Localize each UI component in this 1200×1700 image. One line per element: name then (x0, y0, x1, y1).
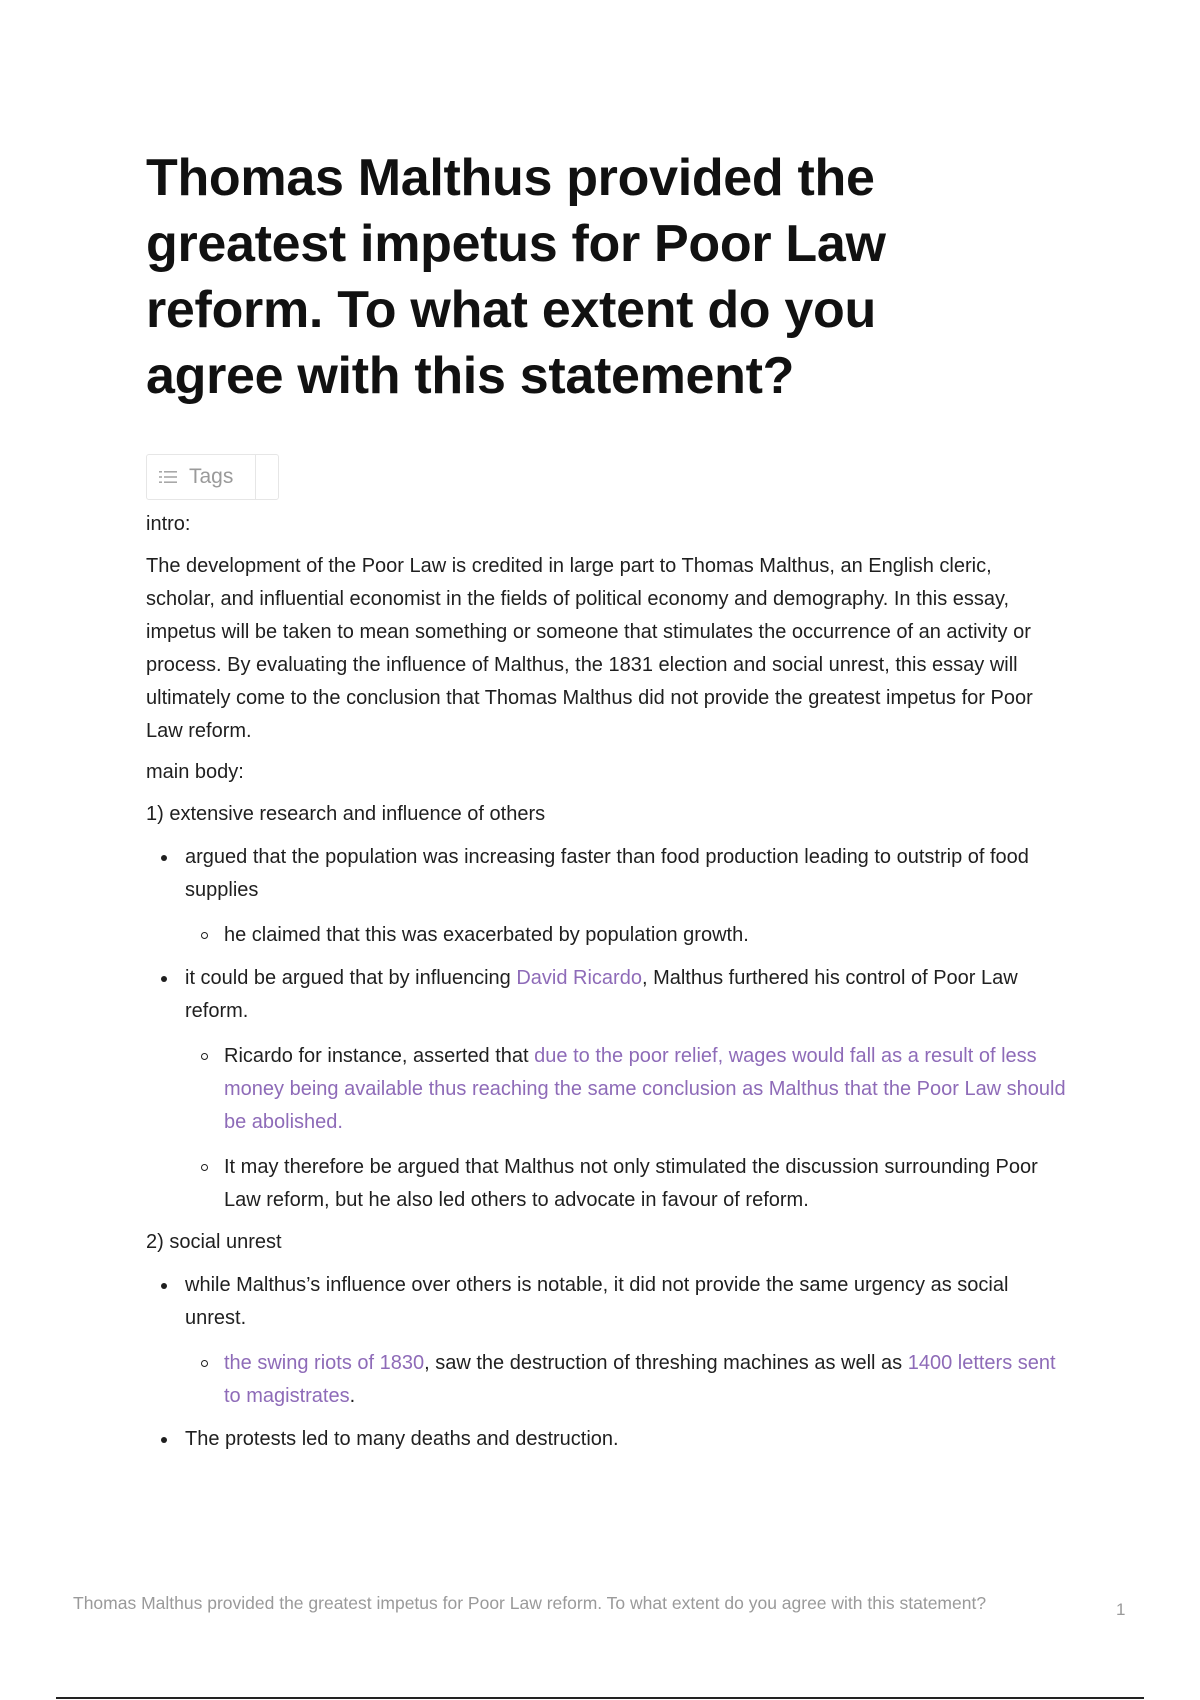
intro-paragraph: The development of the Poor Law is credited in large part to Thomas Malthus, an English cleric, scholar, and influential economist in the fields of political economy and demography. In this essay, impetus will be taken to mean something or someone that stimulates the occurrence of an activity or process. By evaluating the influence of Malthus, the 1831 election and social unrest, this essay will ultimately come to the conclusion that Thomas Malthus did not provide the greatest impetus for Poor Law reform. (146, 555, 1033, 742)
list-item-text: argued that the population was increasing faster than food production leading to outstrip of food supplies (185, 846, 1029, 901)
list-item (146, 1151, 1066, 1217)
list-item (146, 1423, 1066, 1456)
page-number: 1 (1116, 1600, 1126, 1619)
section-2-list (146, 1269, 1066, 1456)
david-ricardo-link[interactable]: David Ricardo (516, 967, 642, 989)
page-bottom-rule (56, 1697, 1144, 1699)
tags-property[interactable] (146, 454, 279, 500)
list-item-text: it could be argued that by influencing (185, 967, 517, 989)
list-item-text: The protests led to many deaths and destruction. (185, 1428, 619, 1450)
list-item-text: he claimed that this was exacerbated by population growth. (224, 924, 749, 946)
list-item-text: , Malthus furthered his control of Poor Law reform. (185, 967, 1018, 1022)
section-heading-1: 1) extensive research and influence of others (146, 803, 546, 825)
list-item-text: , saw the destruction of threshing machines as well as (424, 1352, 908, 1374)
intro-label: intro: (146, 513, 191, 535)
highlighted-text: due to the poor relief, wages would fall as a result of less money being available thus reaching the same conclusion as Malthus that the Poor Law should be abolished. (224, 1045, 1066, 1133)
list-item (146, 1269, 1066, 1335)
list-item-text: while Malthus’s influence over others is notable, it did not provide the same urgency as social unrest. (185, 1274, 1009, 1329)
section-heading-2: 2) social unrest (146, 1231, 282, 1253)
list-item (146, 1347, 1066, 1413)
list-icon (159, 469, 179, 485)
page-title: Thomas Malthus provided the greatest impetus for Poor Law reform. To what extent do you agree with this statement? (146, 149, 886, 405)
list-item (146, 919, 1066, 952)
list-item-text: Ricardo for instance, asserted that (224, 1045, 535, 1067)
list-item (146, 841, 1066, 907)
highlighted-text: 1400 letters sent to magistrates (224, 1352, 1056, 1407)
list-item-text: . (349, 1385, 356, 1407)
tags-value-field[interactable] (256, 455, 278, 499)
list-item (146, 1040, 1066, 1139)
list-item (146, 962, 1066, 1028)
main-body-label: main body: (146, 761, 244, 783)
document-content (146, 145, 1066, 1456)
tags-label: Tags (189, 465, 234, 488)
list-item-text: It may therefore be argued that Malthus not only stimulated the discussion surrounding Poor Law reform, but he also led others to advocate in favour of reform. (224, 1156, 1038, 1211)
section-1-list (146, 841, 1066, 1217)
highlighted-text: the swing riots of 1830 (224, 1352, 425, 1374)
footer-title: Thomas Malthus provided the greatest impetus for Poor Law reform. To what extent do you agree with this statement? (73, 1593, 987, 1613)
